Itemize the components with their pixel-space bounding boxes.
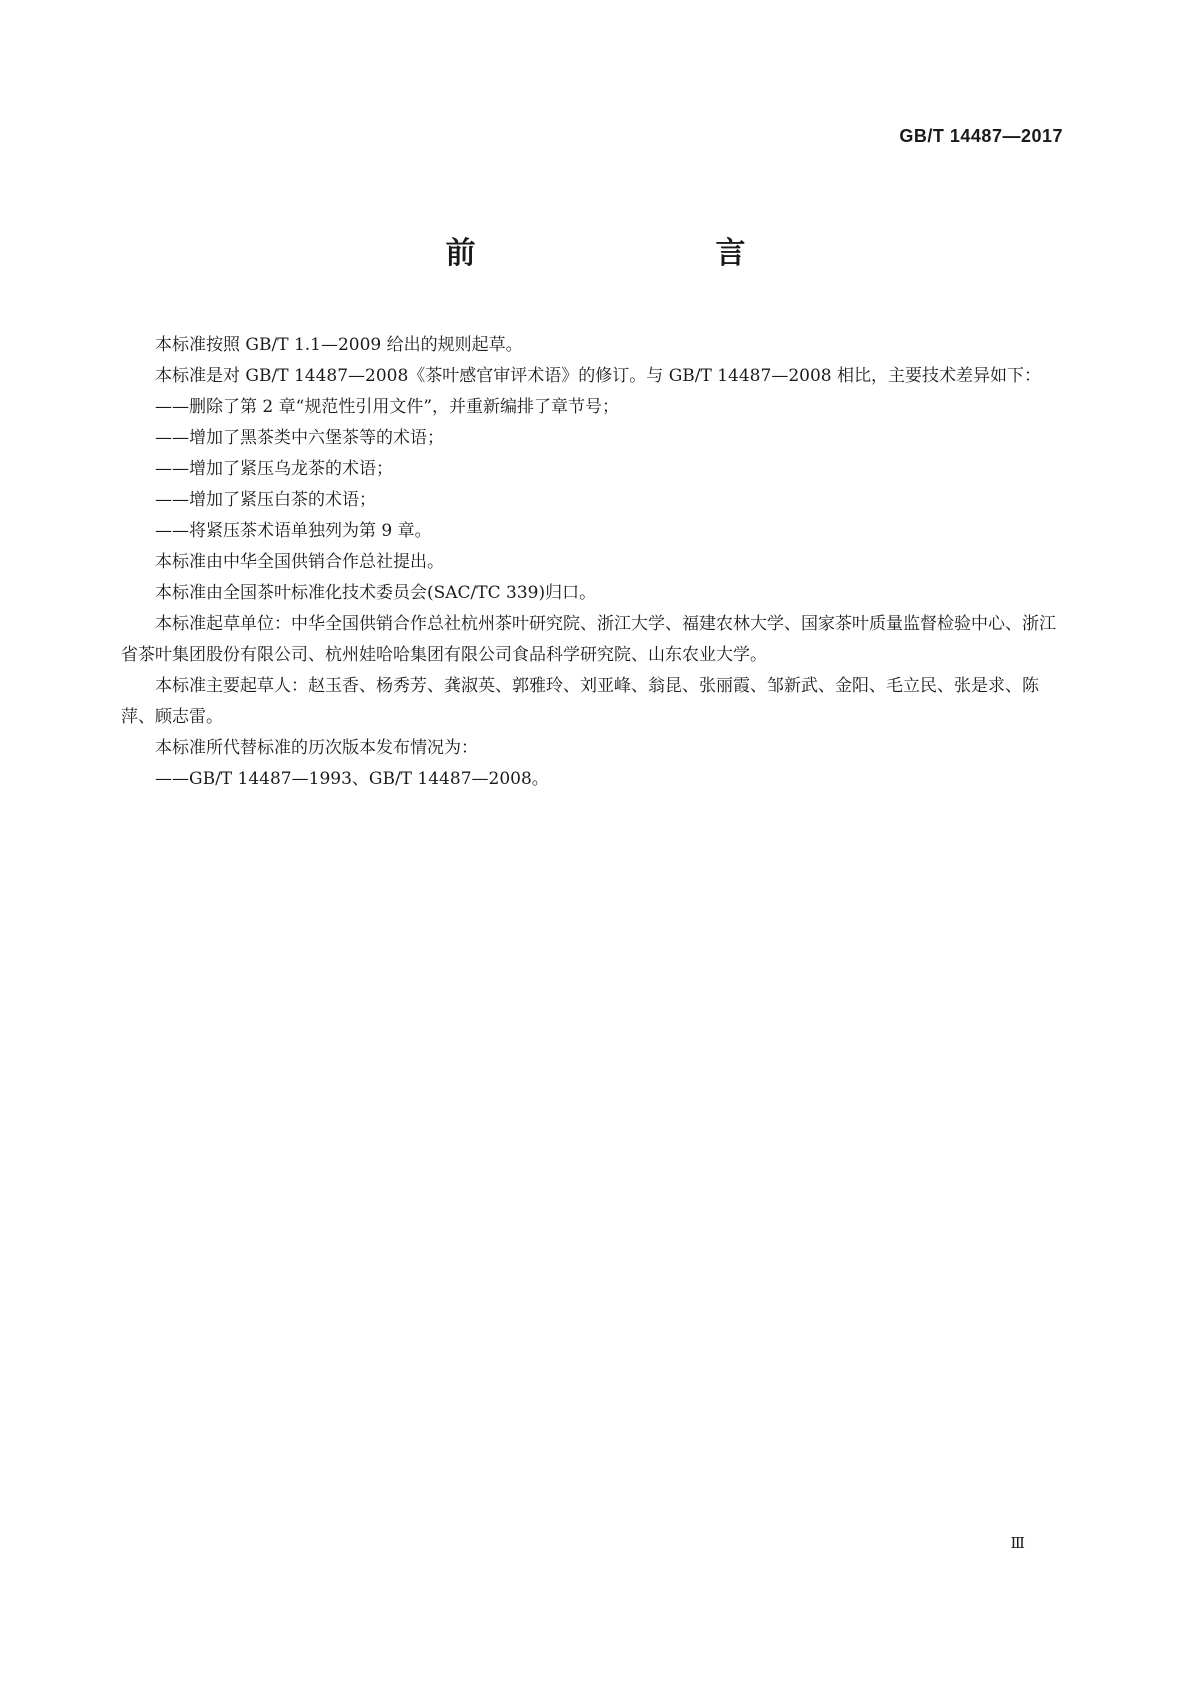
list-item-change-3: ——增加了紧压乌龙茶的术语； — [155, 459, 393, 479]
page-number: Ⅲ — [1010, 1534, 1025, 1552]
paragraph-drafting-rules: 本标准按照 GB/T 1.1—2009 给出的规则起草。 — [155, 335, 523, 355]
paragraph-drafting-units: 本标准起草单位：中华全国供销合作总社杭州茶叶研究院、浙江大学、福建农林大学、国家茶叶质量监督检验中心、浙江省茶叶集团股份有限公司、杭州娃哈哈集团有限公司食品科学研究院、山东农业大学。 — [121, 614, 1056, 665]
paragraph-revision-intro: 本标准是对 GB/T 14487—2008《茶叶感官审评术语》的修订。与 GB/T 14487—2008 相比，主要技术差异如下： — [155, 366, 1041, 386]
paragraph-drafters: 本标准主要起草人：赵玉香、杨秀芳、龚淑英、郭雅玲、刘亚峰、翁昆、张丽霞、邹新武、金阳、毛立民、张是求、陈萍、顾志雷。 — [121, 676, 1039, 727]
list-item-change-4: ——增加了紧压白茶的术语； — [155, 490, 376, 510]
paragraph-committee: 本标准由全国茶叶标准化技术委员会(SAC/TC 339)归口。 — [155, 583, 597, 603]
page-title: 前 言 — [445, 236, 806, 271]
standard-number: GB/T 14487—2017 — [899, 126, 1063, 146]
paragraph-version-history: 本标准所代替标准的历次版本发布情况为： — [155, 738, 478, 758]
paragraph-proposer: 本标准由中华全国供销合作总社提出。 — [155, 552, 444, 572]
document-body — [121, 330, 1064, 795]
list-item-change-1: ——删除了第 2 章“规范性引用文件”，并重新编排了章节号； — [155, 397, 620, 417]
list-item-previous-versions: ——GB/T 14487—1993、GB/T 14487—2008。 — [155, 769, 549, 789]
list-item-change-5: ——将紧压茶术语单独列为第 9 章。 — [155, 521, 432, 541]
list-item-change-2: ——增加了黑茶类中六堡茶等的术语； — [155, 428, 444, 448]
